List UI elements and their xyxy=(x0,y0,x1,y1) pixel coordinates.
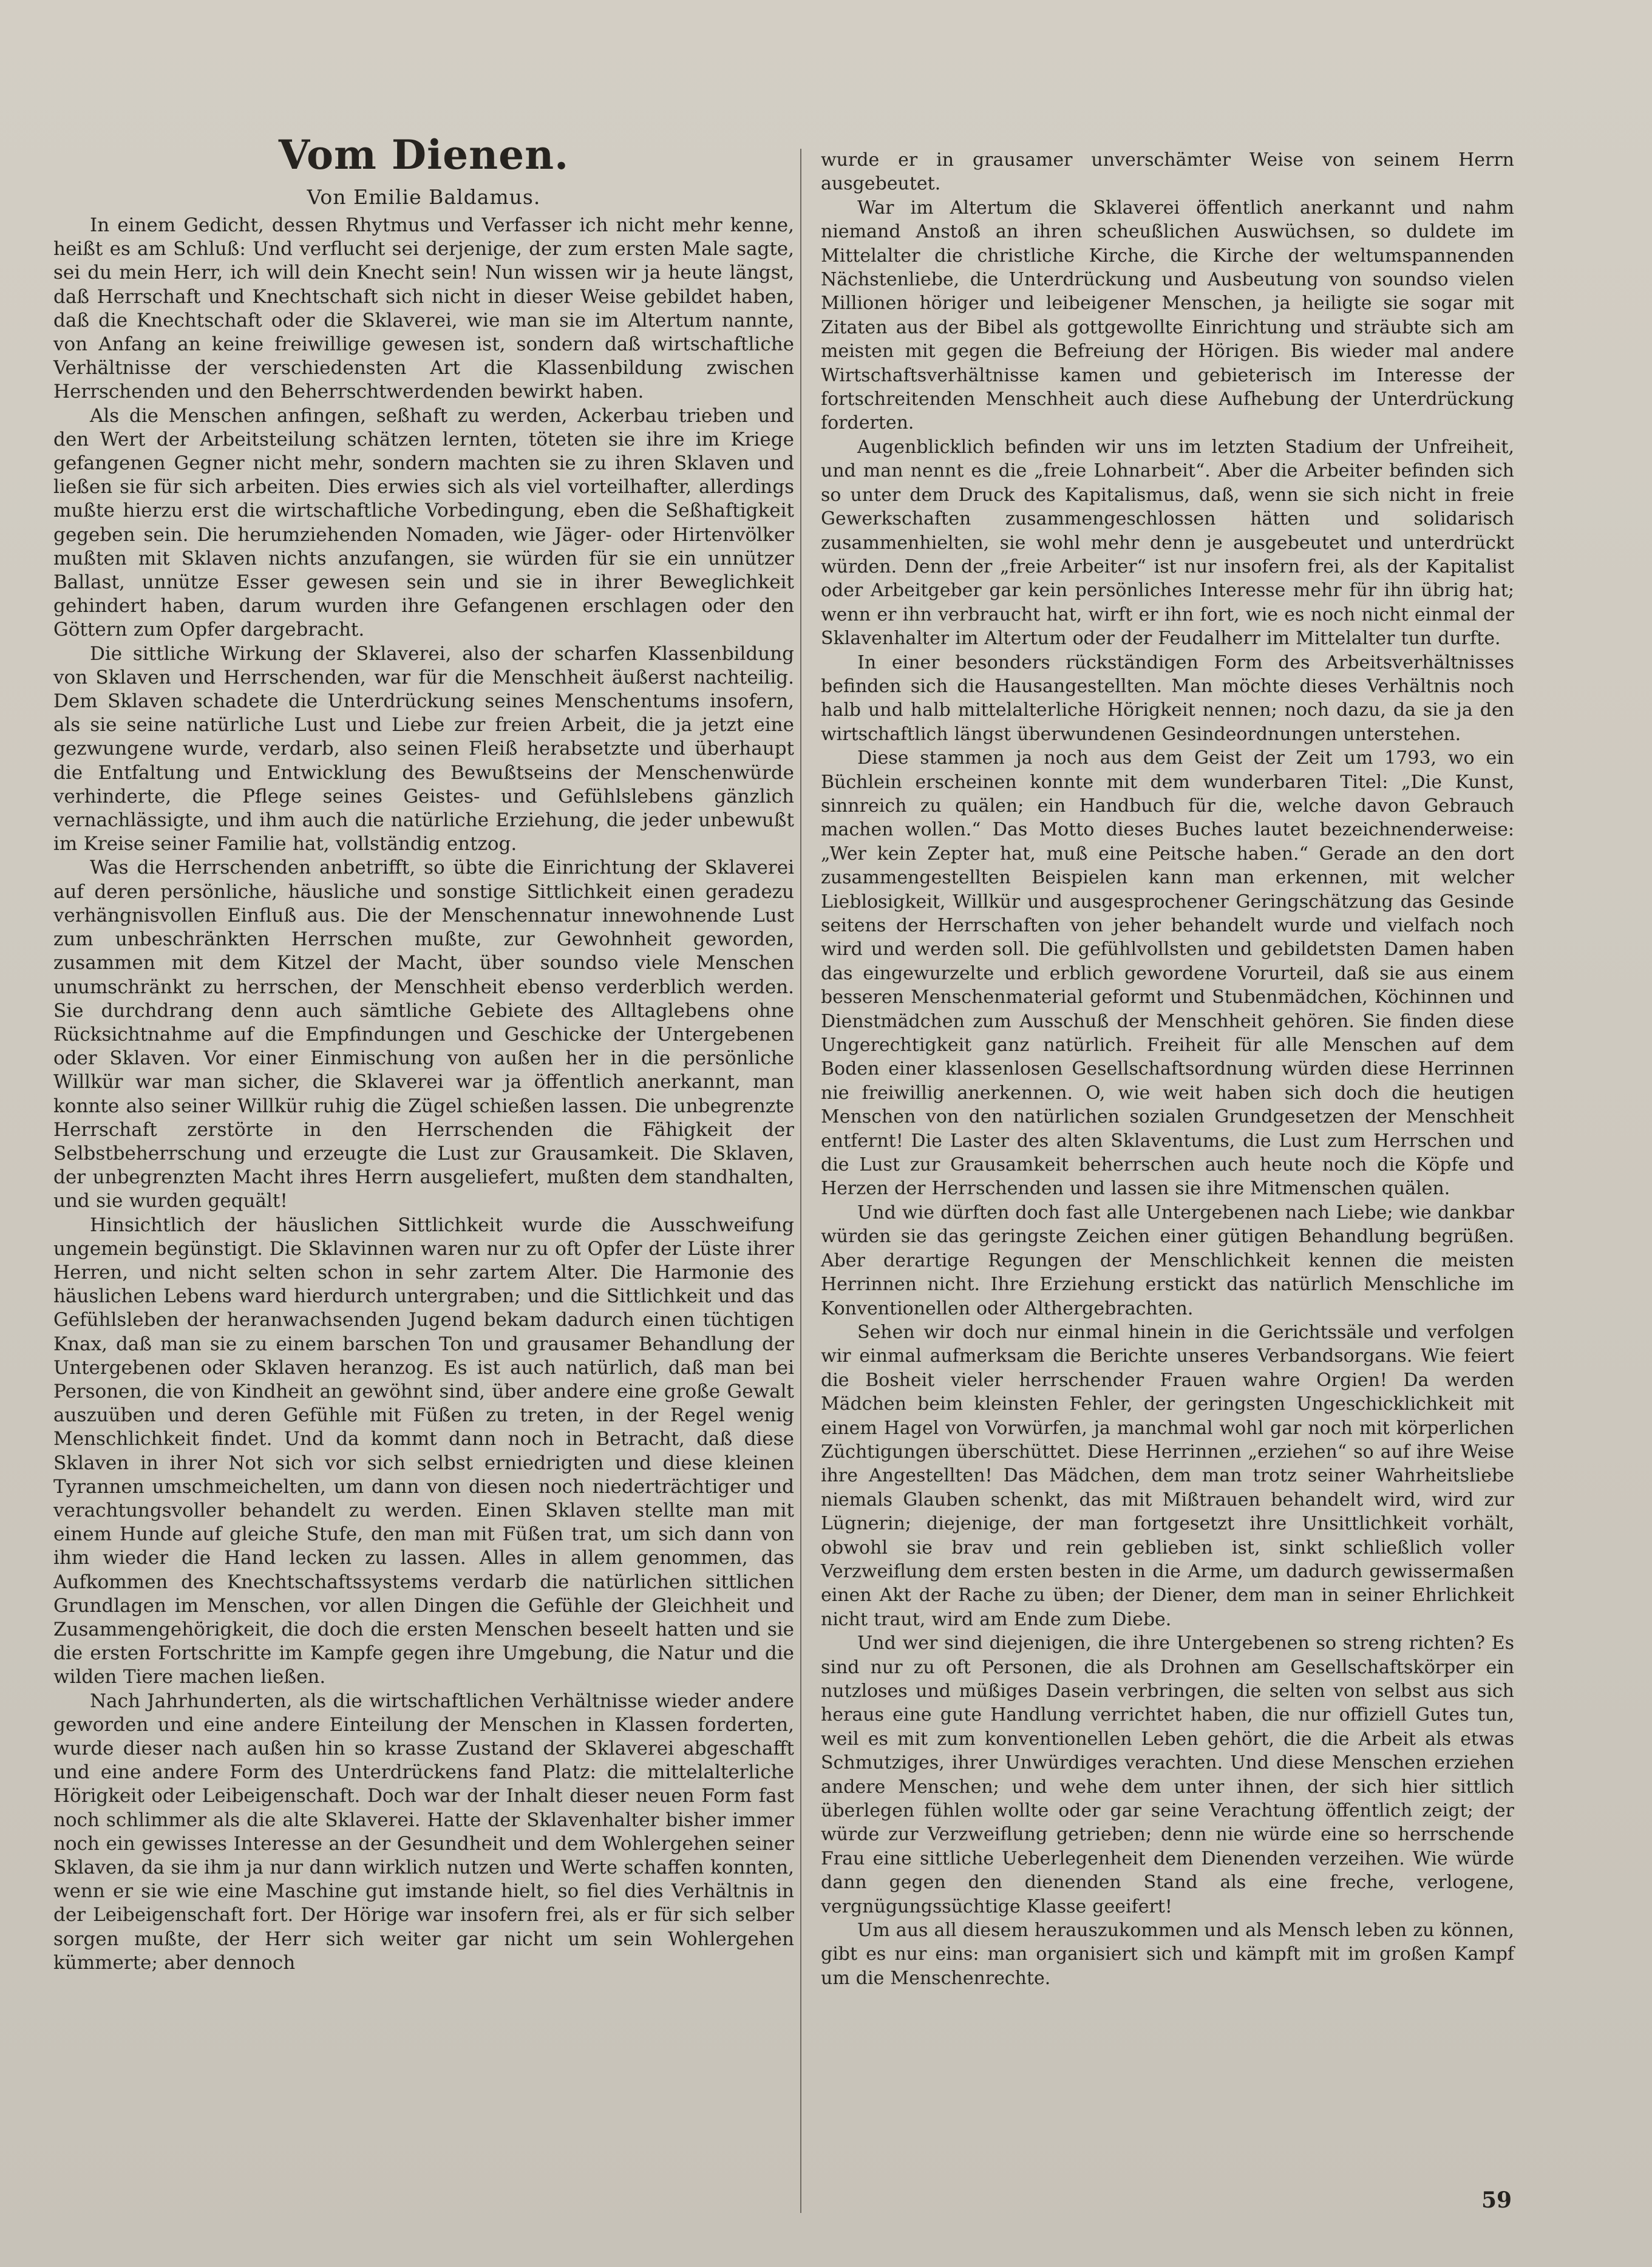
paragraph: Nach Jahrhunderten, als die wirtschaftlichen Verhältnisse wieder andere geworden und eine andere Einteilung der Menschen in Klassen forderten, wurde dieser nach außen hin so krasse Zustand der Sklaverei abgeschafft und eine andere Form des Unterdrückens fand Platz: die mittelalterliche Hörigkeit oder Leibeigenschaft. Doch war der Inhalt dieser neuen Form fast noch schlimmer als die alte Sklaverei. Hatte der Sklavenhalter bisher immer noch ein gewisses Interesse an der Gesundheit und dem Wohlergehen seiner Sklaven, da sie ihm ja nur dann wirklich nutzen und Werte schaffen konnten, wenn er sie wie eine Maschine gut imstande hielt, so fiel dies Verhältnis in der Leibeigenschaft fort. Der Hörige war insofern frei, als er für sich selber sorgen mußte, der Herr sich weiter gar nicht um sein Wohlergehen kümmerte; aber dennoch xyxy=(53,1690,794,1974)
left-column-body xyxy=(53,214,794,1975)
paragraph: Diese stammen ja noch aus dem Geist der Zeit um 1793, wo ein Büchlein erscheinen konnte mit dem wunderbaren Titel: „Die Kunst, sinnreich zu quälen; ein Handbuch für die, welche davon Gebrauch machen wollen.“ Das Motto dieses Buches lautet bezeichnenderweise: „Wer kein Zepter hat, muß eine Peitsche haben.“ Gerade an den dort zusammengestellten Beispielen kann man erkennen, mit welcher Lieblosigkeit, Willkür und ausgesprochener Geringschätzung das Gesinde seitens der Herrschaften von jeher behandelt wurde und vielfach noch wird und werden soll. Die gefühlvollsten und gebildetsten Damen haben das eingewurzelte und erblich gewordene Vorurteil, daß sie aus einem besseren Menschenmaterial geformt und Stubenmädchen, Köchinnen und Dienstmädchen zum Ausschuß der Menschheit gehören. Sie finden diese Ungerechtigkeit ganz natürlich. Freiheit für alle Menschen auf dem Boden einer klassenlosen Gesellschaftsordnung würden diese Herrinnen nie freiwillig anerkennen. O, wie weit haben sich doch die heutigen Menschen von den natürlichen sozialen Grundgesetzen der Menschheit entfernt! Die Laster des alten Sklaventums, die Lust zum Herrschen und die Lust zur Grausamkeit beherrschen auch heute noch die Köpfe und Herzen der Herrschenden und lassen sie ihre Mitmenschen quälen. xyxy=(821,747,1514,1200)
paragraph: Und wie dürften doch fast alle Untergebenen nach Liebe; wie dankbar würden sie das geringste Zeichen einer gütigen Behandlung begrüßen. Aber derartige Regungen der Menschlichkeit kennen die meisten Herrinnen nicht. Ihre Erziehung erstickt das natürlich Menschliche im Konventionellen oder Althergebrachten. xyxy=(821,1201,1514,1319)
paragraph: Um aus all diesem herauszukommen und als Mensch leben zu können, gibt es nur eins: man organisiert sich und kämpft mit im großen Kampf um die Menschenrechte. xyxy=(821,1920,1514,1989)
article-title: Vom Dienen. xyxy=(278,131,569,178)
page-number: 59 xyxy=(1481,2187,1512,2213)
article-byline: Von Emilie Baldamus. xyxy=(307,185,541,209)
paragraph: Als die Menschen anfingen, seßhaft zu werden, Ackerbau trieben und den Wert der Arbeitsteilung schätzen lernten, töteten sie ihre im Kriege gefangenen Gegner nicht mehr, sondern machten sie zu ihren Sklaven und ließen sie für sich arbeiten. Dies erwies sich als viel vorteilhafter, allerdings mußte hierzu erst die wirtschaftliche Vorbedingung, eben die Seßhaftigkeit gegeben sein. Die herumziehenden Nomaden, wie Jäger- oder Hirtenvölker mußten mit Sklaven nichts anzufangen, sie würden für sie ein unnützer Ballast, unnütze Esser gewesen sein und sie in ihrer Beweglichkeit gehindert haben, darum wurden ihre Gefangenen erschlagen oder den Göttern zum Opfer dargebracht. xyxy=(53,404,794,641)
paragraph: Augenblicklich befinden wir uns im letzten Stadium der Unfreiheit, und man nennt es die „freie Lohnarbeit“. Aber die Arbeiter befinden sich so unter dem Druck des Kapitalismus, daß, wenn sie sich nicht in freie Gewerkschaften zusammengeschlossen hätten und solidarisch zusammenhielten, sie wohl mehr denn je ausgebeutet und unterdrückt würden. Denn der „freie Arbeiter“ ist nur insofern frei, als der Kapitalist oder Arbeitgeber gar kein persönliches Interesse mehr für ihn übrig hat; wenn er ihn verbraucht hat, wirft er ihn fort, wie es noch nicht einmal der Sklavenhalter im Altertum oder der Feudalherr im Mittelalter tun durfte. xyxy=(821,436,1514,650)
paragraph: War im Altertum die Sklaverei öffentlich anerkannt und nahm niemand Anstoß an ihren scheußlichen Auswüchsen, so duldete im Mittelalter die christliche Kirche, die Kirche der weltumspannenden Nächstenliebe, die Unterdrückung und Ausbeutung von soundso vielen Millionen höriger und leibeigener Menschen, ja heiligte sie sogar mit Zitaten aus der Bibel als gottgewollte Einrichtung und sträubte sich am meisten mit gegen die Befreiung der Hörigen. Bis wieder mal andere Wirtschaftsverhältnisse kamen und gebieterisch im Interesse der fortschreitenden Menschheit auch diese Aufhebung der Unterdrückung forderten. xyxy=(821,197,1514,434)
paragraph: Die sittliche Wirkung der Sklaverei, also der scharfen Klassenbildung von Sklaven und Herrschenden, war für die Menschheit äußerst nachteilig. Dem Sklaven schadete die Unterdrückung seines Menschentums insofern, als sie seine natürliche Lust und Liebe zur freien Arbeit, die ja jetzt eine gezwungene wurde, verdarb, also seinen Fleiß herabsetzte und überhaupt die Entfaltung und Entwicklung des Bewußtseins der Menschenwürde verhinderte, die Pflege seines Geistes- und Gefühlslebens gänzlich vernachlässigte, und ihm auch die natürliche Erziehung, die jeder unbewußt im Kreise seiner Familie hat, vollständig entzog. xyxy=(53,642,794,855)
paragraph-continuation: wurde er in grausamer unverschämter Weise von seinem Herrn ausgebeutet. xyxy=(821,149,1514,195)
paragraph: Sehen wir doch nur einmal hinein in die Gerichtssäle und verfolgen wir einmal aufmerksam die Berichte unseres Verbandsorgans. Wie feiert die Bosheit vieler herrschender Frauen wahre Orgien! Da werden Mädchen beim kleinsten Fehler, der geringsten Ungeschicklichkeit mit einem Hagel von Vorwürfen, ja manchmal wohl gar noch mit körperlichen Züchtigungen überschüttet. Diese Herrinnen „erziehen“ so auf ihre Weise ihre Angestellten! Das Mädchen, dem man trotz seiner Wahrheitsliebe niemals Glauben schenkt, das mit Mißtrauen behandelt wird, wird zur Lügnerin; diejenige, der man fortgesetzt ihre Unsittlichkeit vorhält, obwohl sie brav und rein geblieben ist, sinkt schließlich voller Verzweiflung dem ersten besten in die Arme, um dadurch gewissermaßen einen Akt der Rache zu üben; der Diener, dem man in seiner Ehrlichkeit nicht traut, wird am Ende zum Diebe. xyxy=(821,1321,1514,1630)
paragraph: In einer besonders rückständigen Form des Arbeitsverhältnisses befinden sich die Hausangestellten. Man möchte dieses Verhältnis noch halb und halb mittelalterliche Hörigkeit nennen; noch dazu, da sie ja den wirtschaftlich längst überwundenen Gesindeordnungen unterstehen. xyxy=(821,651,1514,745)
paragraph: In einem Gedicht, dessen Rhytmus und Verfasser ich nicht mehr kenne, heißt es am Schluß: Und verflucht sei derjenige, der zum ersten Male sagte, sei du mein Herr, ich will dein Knecht sein! Nun wissen wir ja heute längst, daß Herrschaft und Knechtschaft sich nicht in dieser Weise gebildet haben, daß die Knechtschaft oder die Sklaverei, wie man sie im Altertum nannte, von Anfang an keine freiwillige gewesen ist, sondern daß wirtschaftliche Verhältnisse der verschiedensten Art die Klassenbildung zwischen Herrschenden und den Beherrschtwerdenden bewirkt haben. xyxy=(53,214,794,403)
paragraph: Und wer sind diejenigen, die ihre Untergebenen so streng richten? Es sind nur zu oft Personen, die als Drohnen am Gesellschaftskörper ein nutzloses und müßiges Dasein verbringen, die selten von selbst aus sich heraus eine gute Handlung verrichtet haben, die nur offiziell Gutes tun, weil es mit zum konventionellen Leben gehört, die die Arbeit als etwas Schmutziges, ihrer Unwürdiges verachten. Und diese Menschen erziehen andere Menschen; und wehe dem unter ihnen, der sich hier sittlich überlegen fühlen wollte oder gar seine Verachtung öffentlich zeigt; der würde zur Verzweiflung getrieben; denn nie würde eine so herrschende Frau eine sittliche Ueberlegenheit dem Dienenden verzeihen. Wie würde dann gegen den dienenden Stand als eine freche, verlogene, vergnügungssüchtige Klasse geeifert! xyxy=(821,1633,1514,1917)
right-column-body xyxy=(821,148,1514,1990)
column-divider xyxy=(800,149,801,2213)
paragraph: Hinsichtlich der häuslichen Sittlichkeit wurde die Ausschweifung ungemein begünstigt. Die Sklavinnen waren nur zu oft Opfer der Lüste ihrer Herren, und nicht selten schon in sehr zartem Alter. Die Harmonie des häuslichen Lebens ward hierdurch untergraben; und die Sittlichkeit und das Gefühlsleben der heranwachsenden Jugend bekam dadurch einen tüchtigen Knax, daß man sie zu einem barschen Ton und grausamer Behandlung der Untergebenen oder Sklaven heranzog. Es ist auch natürlich, daß man bei Personen, die von Kindheit an gewöhnt sind, über andere eine große Gewalt auszuüben und deren Gefühle mit Füßen zu treten, in der Regel wenig Menschlichkeit findet. Und da kommt dann noch in Betracht, daß diese Sklaven in ihrer Not sich vor sich selbst erniedrigten und diese kleinen Tyrannen umschmeichelten, um dann von diesen noch niederträchtiger und verachtungsvoller behandelt zu werden. Einen Sklaven stellte man mit einem Hunde auf gleiche Stufe, den man mit Füßen trat, um sich dann von ihm wieder die Hand lecken zu lassen. Alles in allem genommen, das Aufkommen des Knechtschaftssystems verdarb die natürlichen sittlichen Grundlagen im Menschen, vor allen Dingen die Gefühle der Gleichheit und Zusammengehörigkeit, die doch die ersten Menschen beseelt hatten und sie die ersten Fortschritte im Kampfe gegen ihre Umgebung, die Natur und die wilden Tiere machen ließen. xyxy=(53,1214,794,1688)
paragraph: Was die Herrschenden anbetrifft, so übte die Einrichtung der Sklaverei auf deren persönliche, häusliche und sonstige Sittlichkeit einen geradezu verhängnisvollen Einfluß aus. Die der Menschennatur innewohnende Lust zum unbeschränkten Herrschen mußte, zur Gewohnheit geworden, zusammen mit dem Kitzel der Macht, über soundso viele Menschen unumschränkt zu herrschen, der Menschheit ebenso verderblich werden. Sie durchdrang denn auch sämtliche Gebiete des Alltaglebens ohne Rücksichtnahme auf die Empfindungen und Geschicke der Untergebenen oder Sklaven. Vor einer Einmischung von außen her in die persönliche Willkür war man sicher, die Sklaverei war ja öffentlich anerkannt, man konnte also seiner Willkür ruhig die Zügel schießen lassen. Die unbegrenzte Herrschaft zerstörte in den Herrschenden die Fähigkeit der Selbstbeherrschung und erzeugte die Lust zur Grausamkeit. Die Sklaven, der unbegrenzten Macht ihres Herrn ausgeliefert, mußten dem standhalten, und sie wurden gequält! xyxy=(53,857,794,1212)
